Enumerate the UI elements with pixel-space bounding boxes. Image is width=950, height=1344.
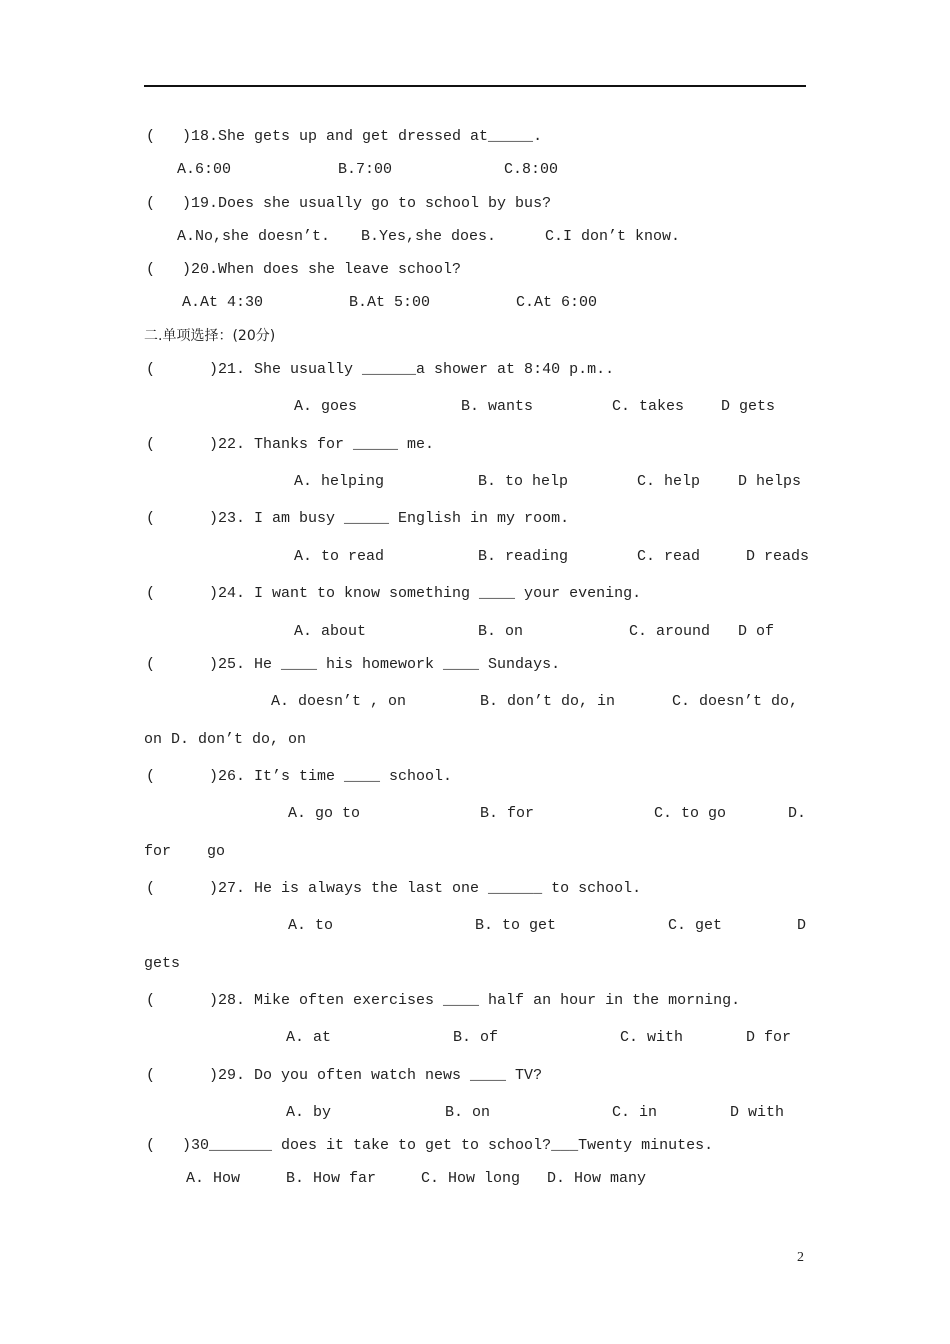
q20-option-b: B.At 5:00 <box>349 294 431 311</box>
q19-option-a: A.No,she doesn’t. <box>177 228 331 245</box>
q27-option-b: B. to get <box>475 917 557 934</box>
q26-option-b: B. for <box>480 805 535 822</box>
section-heading: 二.单项选择：(20分) <box>144 328 276 344</box>
q23-option-c: C. read <box>637 548 701 565</box>
q20-option-c: C.At 6:00 <box>516 294 598 311</box>
q28-option-d: D for <box>746 1029 792 1046</box>
page-number: 2 <box>797 1250 804 1265</box>
q25-option-c: C. doesn’t do, <box>672 693 799 710</box>
q26-option-c: C. to go <box>654 805 727 822</box>
q27-option-d: D <box>797 917 807 934</box>
q28-option-a: A. at <box>286 1029 332 1046</box>
q30-option-b: B. How far <box>286 1170 377 1187</box>
q19-option-b: B.Yes,she does. <box>361 228 497 245</box>
q23-option-b: B. reading <box>478 548 569 565</box>
header-rule <box>144 85 806 87</box>
q23-option-d: D reads <box>746 548 810 565</box>
q30-option-c: C. How long <box>421 1170 521 1187</box>
q28-option-c: C. with <box>620 1029 684 1046</box>
question-21: ( )21. She usually ______a shower at 8:40 p.m.. <box>146 361 615 378</box>
q18-option-c: C.8:00 <box>504 161 559 178</box>
q21-option-c: C. takes <box>612 398 685 415</box>
q24-option-d: D of <box>738 623 775 640</box>
q29-option-c: C. in <box>612 1104 658 1121</box>
q30-option-a: A. How <box>186 1170 241 1187</box>
q18-option-b: B.7:00 <box>338 161 393 178</box>
question-19: ( )19.Does she usually go to school by bus? <box>146 195 552 212</box>
q25-option-wrap: on D. don’t do, on <box>144 731 307 748</box>
q29-option-a: A. by <box>286 1104 332 1121</box>
q25-option-b: B. don’t do, in <box>480 693 616 710</box>
q22-option-c: C. help <box>637 473 701 490</box>
question-29: ( )29. Do you often watch news ____ TV? <box>146 1067 543 1084</box>
question-26: ( )26. It’s time ____ school. <box>146 768 453 785</box>
q29-option-b: B. on <box>445 1104 491 1121</box>
q30-option-d: D. How many <box>547 1170 647 1187</box>
q23-option-a: A. to read <box>294 548 385 565</box>
q22-option-a: A. helping <box>294 473 385 490</box>
q26-option-wrap: for go <box>144 843 226 860</box>
q27-option-c: C. get <box>668 917 723 934</box>
q21-option-a: A. goes <box>294 398 358 415</box>
q24-option-a: A. about <box>294 623 367 640</box>
q24-option-c: C. around <box>629 623 711 640</box>
q28-option-b: B. of <box>453 1029 499 1046</box>
q26-option-d: D. <box>788 805 807 822</box>
question-22: ( )22. Thanks for _____ me. <box>146 436 435 453</box>
question-18: ( )18.She gets up and get dressed at_____. <box>146 128 543 145</box>
q22-option-d: D helps <box>738 473 802 490</box>
q21-option-d: D gets <box>721 398 776 415</box>
question-27: ( )27. He is always the last one ______ to school. <box>146 880 642 897</box>
q22-option-b: B. to help <box>478 473 569 490</box>
question-25: ( )25. He ____ his homework ____ Sundays. <box>146 656 561 673</box>
q25-option-a: A. doesn’t , on <box>271 693 407 710</box>
q18-option-a: A.6:00 <box>177 161 232 178</box>
question-24: ( )24. I want to know something ____ your evening. <box>146 585 642 602</box>
q27-option-wrap: gets <box>144 955 181 972</box>
question-28: ( )28. Mike often exercises ____ half an hour in the morning. <box>146 992 741 1009</box>
q19-option-c: C.I don’t know. <box>545 228 681 245</box>
q21-option-b: B. wants <box>461 398 534 415</box>
q20-option-a: A.At 4:30 <box>182 294 264 311</box>
q26-option-a: A. go to <box>288 805 361 822</box>
question-30: ( )30_______ does it take to get to school?___Twenty minutes. <box>146 1137 714 1154</box>
q27-option-a: A. to <box>288 917 334 934</box>
question-20: ( )20.When does she leave school? <box>146 261 462 278</box>
q24-option-b: B. on <box>478 623 524 640</box>
q29-option-d: D with <box>730 1104 785 1121</box>
question-23: ( )23. I am busy _____ English in my room. <box>146 510 570 527</box>
